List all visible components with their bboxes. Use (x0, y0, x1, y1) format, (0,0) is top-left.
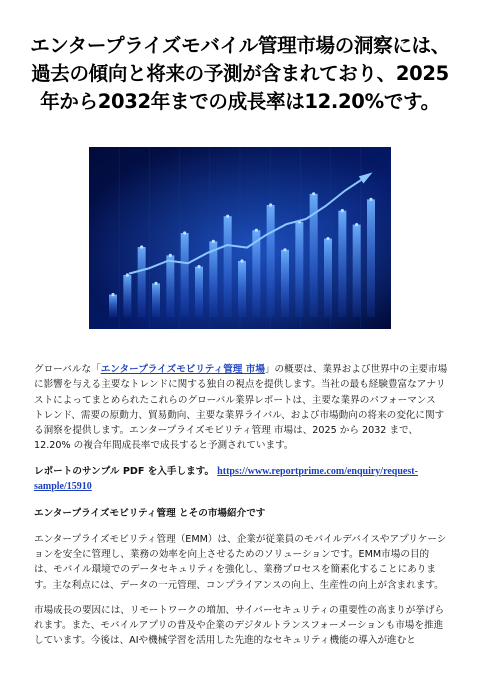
hero-bar (166, 255, 174, 317)
hero-bar (367, 199, 375, 317)
intro-paragraph (34, 362, 448, 454)
hero-bar-dot (369, 198, 372, 201)
intro-post: 」の概要は、業界および世界中の主要市場に影響を与える主要なトレンドに関する独自の視点を提供します。当社の最も経験豊富なアナリストによってまとめられたこれらのグローバル業界レポートは、主要な業界のパフォーマンス トレンド、需要の原動力、貿易動向、主要な業界ライバル、および市場動向の将来の変化に関する洞察を提供します。エンタープライズモビリティ管理 市場は、2025 から 2032 まで、12.20% の複合年間成長率で成長すると予測されています。 (34, 364, 448, 452)
hero-bar (353, 225, 361, 317)
hero-bar (267, 205, 275, 317)
hero-bar-dot (183, 231, 186, 234)
hero-bar-dot (140, 245, 143, 248)
sample-lead: レポートのサンプル PDF を入手します。 (34, 465, 215, 477)
hero-bar (324, 239, 332, 317)
hero-bar (224, 216, 232, 317)
hero-bar (195, 267, 203, 317)
hero-bar-dot (197, 265, 200, 268)
hero-bar (209, 241, 217, 317)
hero-bar-dot (355, 223, 358, 226)
body-paragraph-1: エンタープライズモビリティ管理（EMM）は、企業が従業員のモバイルデバイスやアプリケーションを安全に管理し、業務の効率を向上させるためのソリューションです。EMM市場の目的は、モバイル環境でのデータセキュリティを強化し、業務プロセスを簡素化することにあります。主な利点には、データの一元管理、コンプライアンスの向上、生産性の向上が含まれます。 (34, 533, 447, 591)
section-heading: エンタープライズモビリティ管理 とその市場紹介です (34, 508, 266, 520)
market-keyword-link[interactable]: エンタープライズモビリティ管理 市場 (100, 364, 265, 375)
hero-bar-dot (126, 273, 129, 276)
hero-bar-dot (111, 293, 114, 296)
hero-bar-dot (226, 215, 229, 218)
hero-bar-dot (154, 282, 157, 285)
hero-bar (138, 247, 146, 317)
hero-bar-dot (169, 254, 172, 257)
article-body (34, 362, 448, 649)
hero-bar-dot (255, 229, 258, 232)
hero-bar (295, 222, 303, 317)
body-paragraph-2: 市場成長の要因には、リモートワークの増加、サイバーセキュリティの重要性の高まりが挙げられます。また、モバイルアプリの普及や企業のデジタルトランスフォーメーションも市場を推進しています。今後は、AIや機械学習を活用した先進的なセキュリティ機能の導入が進むと (34, 604, 445, 647)
hero-bar (152, 283, 160, 317)
hero-bar (281, 250, 289, 317)
hero-bar (181, 233, 189, 317)
hero-bar (238, 261, 246, 317)
sample-request (34, 464, 448, 495)
hero-bar-dot (269, 203, 272, 206)
sample-pdf-link[interactable]: https://www.reportprime.com/enquiry/request-sample/15910 (34, 465, 418, 493)
hero-bar-dot (212, 240, 215, 243)
hero-bar (123, 275, 131, 317)
hero-bar-dot (341, 209, 344, 212)
hero-bar-dot (240, 259, 243, 262)
rising-chart-illustration (89, 147, 391, 329)
hero-bar (109, 295, 117, 317)
intro-pre: グローバルな「 (34, 364, 101, 375)
page-title: エンタープライズモバイル管理市場の洞察には、過去の傾向と将来の予測が含まれており、2025年から2032年までの成長率は12.20%です。 (30, 34, 450, 113)
hero-bar-dot (326, 237, 329, 240)
hero-image (89, 147, 391, 329)
hero-bar-dot (312, 192, 315, 195)
hero-bar (338, 211, 346, 317)
hero-bar-dot (283, 248, 286, 251)
